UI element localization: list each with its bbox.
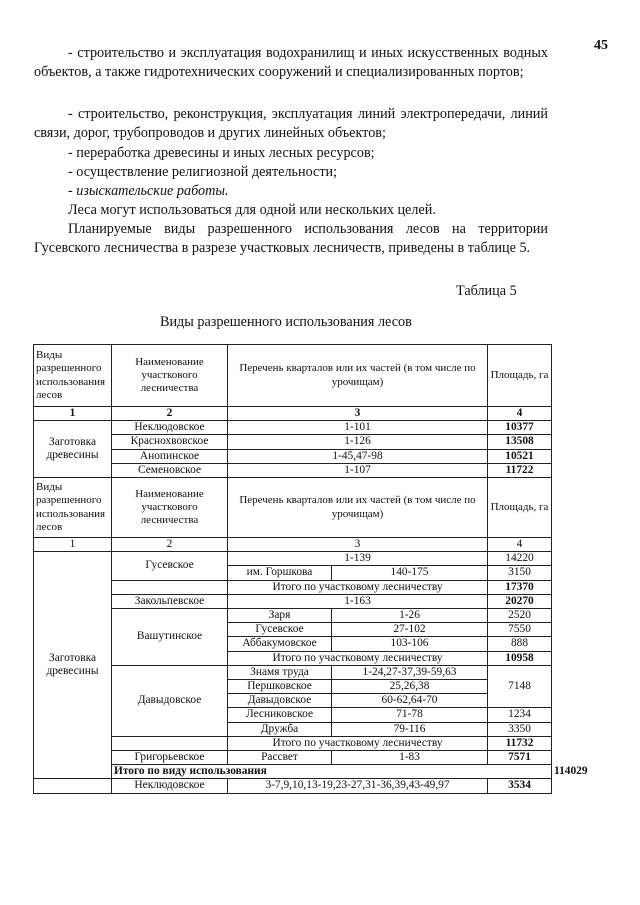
area: 2520 xyxy=(488,609,552,623)
quarters: 25,26,38 xyxy=(332,680,488,694)
quarters: 1-101 xyxy=(228,421,488,435)
quarters: 1-24,27-37,39-59,63 xyxy=(332,665,488,679)
area: 3534 xyxy=(488,779,552,793)
forest-use-table xyxy=(33,344,588,794)
bullet-1: - строительство и эксплуатация водохранилищ и иных искусственных водных объектов, а также гидротехнических сооружений и специализированных портов; xyxy=(34,45,548,81)
forestry-name: Григорьевское xyxy=(112,751,228,765)
column-numbers-row-repeat xyxy=(34,538,552,552)
colnum-1: 1 xyxy=(34,538,112,552)
header-forestry-name: Наименование участкового лесничества xyxy=(112,478,228,538)
table-title: Виды разрешенного использования лесов xyxy=(160,314,412,330)
header-area: Площадь, га xyxy=(488,345,552,407)
area: 10521 xyxy=(488,449,552,463)
table-row xyxy=(34,665,552,679)
table-caption: Таблица 5 xyxy=(456,283,517,299)
area: 3150 xyxy=(488,566,552,580)
subtotal-label: Итого по участковому лесничеству xyxy=(228,580,488,594)
subtotal-label: Итого по участковому лесничеству xyxy=(228,736,488,750)
empty-cell xyxy=(112,580,228,594)
bullet-2: - строительство, реконструкция, эксплуатация линий электропередачи, линий связи, дорог, трубопроводов и других линейных объектов; xyxy=(34,106,548,142)
tract-name: Знамя труда xyxy=(228,665,332,679)
header-forestry-name: Наименование участкового лесничества xyxy=(112,345,228,407)
table-row xyxy=(34,552,552,566)
tract-name: Гусевское xyxy=(228,623,332,637)
empty-cell xyxy=(112,736,228,750)
subtotal-area: 11732 xyxy=(488,736,552,750)
use-type-cell: Заготовка древесины xyxy=(34,552,112,779)
page-number: 45 xyxy=(594,38,608,53)
quarters: 1-126 xyxy=(228,435,488,449)
quarters: 3-7,9,10,13-19,23-27,31-36,39,43-49,97 xyxy=(228,779,488,793)
group-area: 7148 xyxy=(488,665,552,708)
table-row xyxy=(34,594,552,608)
colnum-2: 2 xyxy=(112,407,228,421)
quarters: 140-175 xyxy=(332,566,488,580)
area: 11722 xyxy=(488,463,552,477)
quarters: 103-106 xyxy=(332,637,488,651)
bullet-3: - переработка древесины и иных лесных ресурсов; xyxy=(68,145,375,161)
header-use-type: Виды разрешенного использования лесов xyxy=(34,478,112,538)
area: 1234 xyxy=(488,708,552,722)
grand-total-row: Итого по виду использования 114029 xyxy=(34,765,552,779)
colnum-2: 2 xyxy=(112,538,228,552)
forestry-name: Семеновское xyxy=(112,463,228,477)
empty-cell xyxy=(34,779,112,793)
quarters: 1-139 xyxy=(228,552,488,566)
area: 14220 xyxy=(488,552,552,566)
paragraph-1: Леса могут использоваться для одной или нескольких целей. xyxy=(68,202,436,218)
area: 888 xyxy=(488,637,552,651)
table-row xyxy=(34,751,552,765)
area: 3350 xyxy=(488,722,552,736)
tract-name: Дружба xyxy=(228,722,332,736)
table-row xyxy=(34,435,552,449)
tract-name: Першковское xyxy=(228,680,332,694)
area: 7571 xyxy=(488,751,552,765)
tract-name: Лесниковское xyxy=(228,708,332,722)
table-row xyxy=(34,463,552,477)
area: 7550 xyxy=(488,623,552,637)
area: 13508 xyxy=(488,435,552,449)
header-use-type: Виды разрешенного использования лесов xyxy=(34,345,112,407)
header-area: Площадь, га xyxy=(488,478,552,538)
table-header-row-repeat xyxy=(34,478,552,538)
quarters: 1-107 xyxy=(228,463,488,477)
table-row xyxy=(34,421,552,435)
tract-name: Рассвет xyxy=(228,751,332,765)
table-header-row xyxy=(34,345,552,407)
forestry-name: Вашутинское xyxy=(112,609,228,666)
colnum-4: 4 xyxy=(488,407,552,421)
forestry-name: Гусевское xyxy=(112,552,228,580)
table-row xyxy=(34,449,552,463)
tract-name: Давыдовское xyxy=(228,694,332,708)
forestry-name: Анопинское xyxy=(112,449,228,463)
subtotal-label: Итого по участковому лесничеству xyxy=(228,651,488,665)
grand-total-label: Итого по виду использования xyxy=(112,765,552,779)
subtotal-area: 17370 xyxy=(488,580,552,594)
colnum-1: 1 xyxy=(34,407,112,421)
quarters: 71-78 xyxy=(332,708,488,722)
quarters: 1-26 xyxy=(332,609,488,623)
column-numbers-row xyxy=(34,407,552,421)
quarters: 27-102 xyxy=(332,623,488,637)
table-row xyxy=(34,779,552,793)
subtotal-row xyxy=(34,580,552,594)
tract-name: им. Горшкова xyxy=(228,566,332,580)
area: 20270 xyxy=(488,594,552,608)
colnum-4: 4 xyxy=(488,538,552,552)
paragraph-2: Планируемые виды разрешенного использования лесов на территории Гусевского лесничества в разрезе участковых лесничеств, приведены в таблице 5. xyxy=(34,221,548,257)
subtotal-area: 10958 xyxy=(488,651,552,665)
quarters: 1-163 xyxy=(228,594,488,608)
tract-name: Заря xyxy=(228,609,332,623)
quarters: 1-83 xyxy=(332,751,488,765)
forestry-name: Закольпевское xyxy=(112,594,228,608)
forestry-name: Неклюдовское xyxy=(112,779,228,793)
header-quarters: Перечень кварталов или их частей (в том числе по урочищам) xyxy=(228,478,488,538)
quarters: 60-62,64-70 xyxy=(332,694,488,708)
use-type-cell: Заготовка древесины xyxy=(34,421,112,478)
bullet-4: - осуществление религиозной деятельности; xyxy=(68,164,338,180)
table-row xyxy=(34,609,552,623)
forestry-name: Давыдовское xyxy=(112,665,228,736)
quarters: 79-116 xyxy=(332,722,488,736)
subtotal-row xyxy=(34,736,552,750)
forestry-name: Неклюдовское xyxy=(112,421,228,435)
colnum-3: 3 xyxy=(228,538,488,552)
area: 10377 xyxy=(488,421,552,435)
bullet-5: - изыскательские работы. xyxy=(68,183,229,199)
tract-name: Аббакумовское xyxy=(228,637,332,651)
quarters: 1-45,47-98 xyxy=(228,449,488,463)
colnum-3: 3 xyxy=(228,407,488,421)
header-quarters: Перечень кварталов или их частей (в том числе по урочищам) xyxy=(228,345,488,407)
forestry-name: Краснохвовское xyxy=(112,435,228,449)
